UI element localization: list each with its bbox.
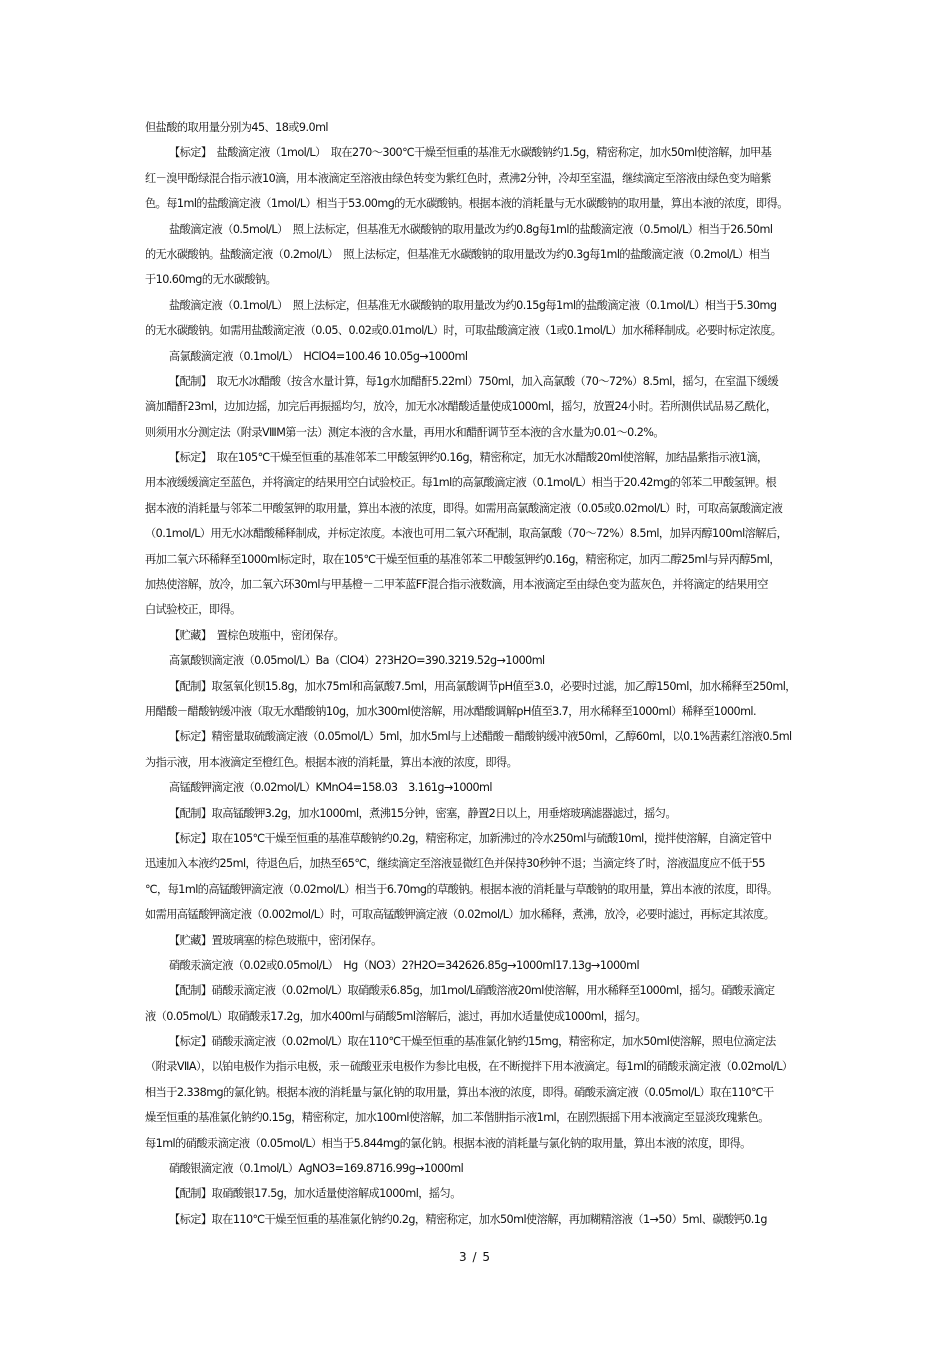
text-line: 高氯酸滴定液（0.1mol/L） HClO4=100.46 10.05g→1000ml: [169, 349, 468, 363]
text-line: （附录ⅦA），以铂电极作为指示电极，汞－硫酸亚汞电极作为参比电极，在不断搅拌下用本液滴定。每1ml的硝酸汞滴定液（0.02mol/L）: [145, 1060, 793, 1074]
text-line: 【贮藏】 置棕色玻瓶中，密闭保存。: [169, 628, 345, 642]
text-line: 液（0.05mol/L）取硝酸汞17.2g，加水400ml与硝酸5ml溶解后，滤过，再加水适量使成1000ml，摇匀。: [145, 1009, 647, 1023]
text-line: 白试验校正，即得。: [145, 603, 241, 617]
text-line: 【标定】 盐酸滴定液（1mol/L） 取在270～300℃干燥至恒重的基准无水碳酸钠约1.5g，精密称定，加水50ml使溶解，加甲基: [169, 146, 772, 160]
text-line: 用醋酸－醋酸钠缓冲液（取无水醋酸钠10g，加水300ml使溶解，用冰醋酸调解pH值至3.7，用水稀释至1000ml）稀释至1000ml.: [145, 704, 756, 718]
text-line: 滴加醋酐23ml，边加边摇，加完后再振摇均匀，放冷，加无水冰醋酸适量使成1000ml，摇匀，放置24小时。若所测供试品易乙酰化，: [145, 400, 777, 414]
text-line: 如需用高锰酸钾滴定液（0.002mol/L）时，可取高锰酸钾滴定液（0.02mol/L）加水稀释，煮沸，放冷，必要时滤过，再标定其浓度。: [145, 908, 775, 922]
page-number: 3 / 5: [459, 1250, 491, 1264]
text-line: 硝酸银滴定液（0.1mol/L）AgNO3=169.8716.99g→1000ml: [169, 1162, 464, 1176]
text-line: 则须用水分测定法（附录ⅧM第一法）测定本液的含水量，再用水和醋酐调节至本液的含水量为0.01～0.2%。: [145, 425, 664, 439]
text-line: 的无水碳酸钠。如需用盐酸滴定液（0.05、0.02或0.01mol/L）时，可取盐酸滴定液（1或0.1mol/L）加水稀释制成。必要时标定浓度。: [145, 324, 782, 338]
text-line: 【标定】 取在105℃干燥至恒重的基准邻苯二甲酸氢钾约0.16g，精密称定，加无水冰醋酸20ml使溶解，加结晶紫指示液1滴，: [169, 451, 768, 465]
text-line: 【配制】 取无水冰醋酸（按含水量计算，每1g水加醋酐5.22ml）750ml，加入高氯酸（70～72%）8.5ml，摇匀，在室温下缓缓: [169, 374, 779, 388]
text-line: 为指示液，用本液滴定至橙红色。根据本液的消耗量，算出本液的浓度，即得。: [145, 755, 518, 769]
document-body: [145, 115, 805, 1232]
text-line: （0.1mol/L）用无水冰醋酸稀释制成，并标定浓度。本液也可用二氧六环配制，取高氯酸（70～72%）8.5ml，加异丙醇100ml溶解后，: [145, 527, 788, 541]
text-line: 但盐酸的取用量分别为45、18或9.0ml: [145, 121, 328, 134]
text-line: 燥至恒重的基准氯化钠约0.15g，精密称定，加水100ml使溶解，加二苯偕肼指示液1ml，在剧烈振摇下用本液滴定至显淡玫瑰紫色。: [145, 1111, 769, 1125]
text-line: 【标定】精密量取硫酸滴定液（0.05mol/L）5ml，加水5ml与上述醋酸－醋酸钠缓冲液50ml，乙醇60ml，以0.1%茜素红溶液0.5ml: [169, 730, 792, 744]
text-line: 据本液的消耗量与邻苯二甲酸氢钾的取用量，算出本液的浓度，即得。如需用高氯酸滴定液（0.05或0.02mol/L）时，可取高氯酸滴定液: [145, 501, 783, 515]
text-line: 【标定】取在105℃干燥至恒重的基准草酸钠约0.2g，精密称定，加新沸过的冷水250ml与硫酸10ml，搅拌使溶解，自滴定管中: [169, 831, 772, 845]
text-line: 【配制】取硝酸银17.5g，加水适量使溶解成1000ml，摇匀。: [169, 1187, 461, 1201]
text-line: 硝酸汞滴定液（0.02或0.05mol/L） Hg（NO3）2?H2O=342626.85g→1000ml17.13g→1000ml: [169, 958, 640, 972]
text-line: 色。每1ml的盐酸滴定液（1mol/L）相当于53.00mg的无水碳酸钠。根据本液的消耗量与无水碳酸钠的取用量，算出本液的浓度，即得。: [145, 197, 788, 211]
text-line: 于10.60mg的无水碳酸钠。: [145, 273, 277, 287]
text-line: 【配制】取氢氧化钡15.8g，加水75ml和高氯酸7.5ml，用高氯酸调节pH值至3.0，必要时过滤，加乙醇150ml，加水稀释至250ml，: [169, 679, 796, 693]
text-line: 加热使溶解，放冷，加二氧六环30ml与甲基橙－二甲苯蓝FF混合指示液数滴，用本液滴定至由绿色变为蓝灰色，并将滴定的结果用空: [145, 578, 768, 592]
text-line: 盐酸滴定液（0.5mol/L） 照上法标定，但基准无水碳酸钠的取用量改为约0.8g每1ml的盐酸滴定液（0.5mol/L）相当于26.50ml: [169, 222, 773, 236]
text-line: 的无水碳酸钠。盐酸滴定液（0.2mol/L） 照上法标定，但基准无水碳酸钠的取用量改为约0.3g每1ml的盐酸滴定液（0.2mol/L）相当: [145, 247, 771, 261]
text-line: 迅速加入本液约25ml，待退色后，加热至65℃，继续滴定至溶液显微红色并保持30秒钟不退；当滴定终了时，溶液温度应不低于55: [145, 857, 765, 871]
text-line: 【标定】取在110℃干燥至恒重的基准氯化钠约0.2g，精密称定，加水50ml使溶解，再加糊精溶液（1→50）5ml、碳酸钙0.1g: [169, 1212, 767, 1226]
text-line: 用本液缓缓滴定至蓝色，并将滴定的结果用空白试验校正。每1ml的高氯酸滴定液（0.1mol/L）相当于20.42mg的邻苯二甲酸氢钾。根: [145, 476, 777, 490]
text-line: ℃，每1ml的高锰酸钾滴定液（0.02mol/L）相当于6.70mg的草酸钠。根据本液的消耗量与草酸钠的取用量，算出本液的浓度，即得。: [145, 882, 778, 896]
text-line: 高氯酸钡滴定液（0.05mol/L）Ba（ClO4）2?3H2O=390.3219.52g→1000ml: [169, 654, 545, 668]
text-line: 盐酸滴定液（0.1mol/L） 照上法标定，但基准无水碳酸钠的取用量改为约0.15g每1ml的盐酸滴定液（0.1mol/L）相当于5.30mg: [169, 298, 777, 312]
text-line: 再加二氧六环稀释至1000ml标定时，取在105℃干燥至恒重的基准邻苯二甲酸氢钾约0.16g，精密称定，加丙二醇25ml与异丙醇5ml，: [145, 552, 781, 566]
text-line: 【配制】取高锰酸钾3.2g，加水1000ml，煮沸15分钟，密塞，静置2日以上，用垂熔玻璃滤器滤过，摇匀。: [169, 806, 677, 820]
text-line: 红－溴甲酚绿混合指示液10滴，用本液滴定至溶液由绿色转变为紫红色时，煮沸2分钟，冷却至室温，继续滴定至溶液由绿色变为暗紫: [145, 171, 772, 185]
text-line: 【配制】硝酸汞滴定液（0.02mol/L）取硝酸汞6.85g，加1mol/L硝酸溶液20ml使溶解，用水稀释至1000ml，摇匀。硝酸汞滴定: [169, 984, 775, 998]
text-line: 【标定】硝酸汞滴定液（0.02mol/L）取在110℃干燥至恒重的基准氯化钠约15mg，精密称定，加水50ml使溶解，照电位滴定法: [169, 1035, 776, 1049]
text-line: 相当于2.338mg的氯化钠。根据本液的消耗量与氯化钠的取用量，算出本液的浓度，即得。硝酸汞滴定液（0.05mol/L）取在110℃干: [145, 1085, 774, 1099]
text-line: 高锰酸钾滴定液（0.02mol/L）KMnO4=158.03 3.161g→1000ml: [169, 781, 492, 795]
text-line: 【贮藏】置玻璃塞的棕色玻瓶中，密闭保存。: [169, 933, 382, 947]
text-line: 每1ml的硝酸汞滴定液（0.05mol/L）相当于5.844mg的氯化钠。根据本液的消耗量与氯化钠的取用量，算出本液的浓度，即得。: [145, 1136, 751, 1150]
